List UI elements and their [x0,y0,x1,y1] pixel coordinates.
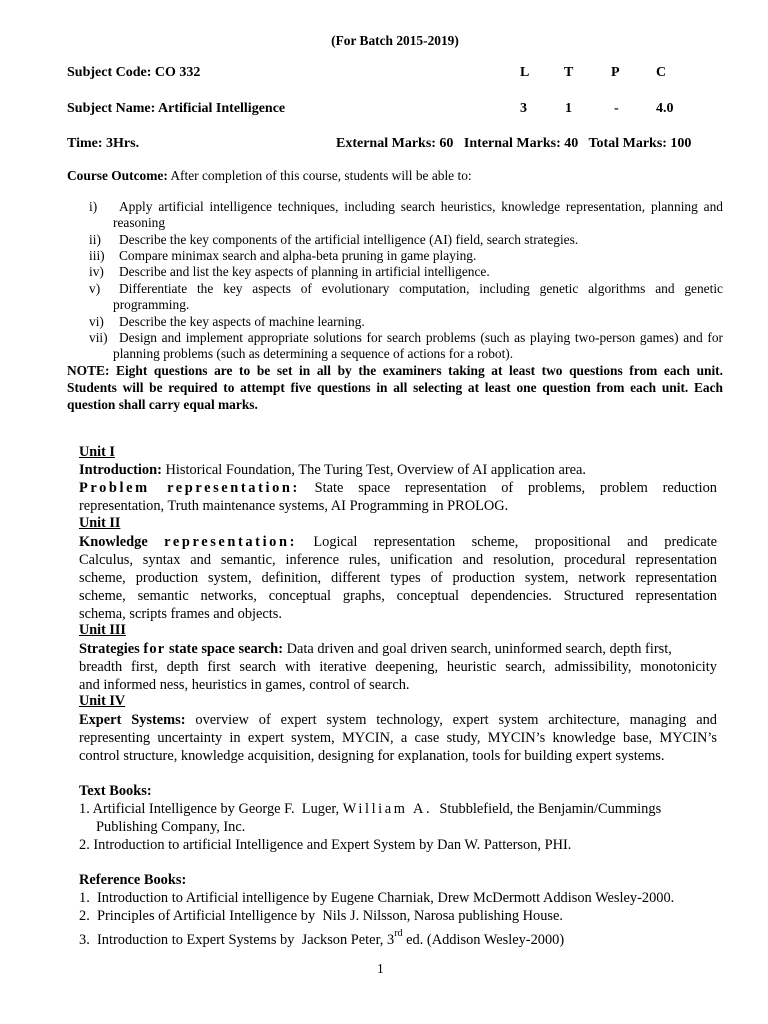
representation-label: representation: [164,534,297,550]
outcome-item [89,198,723,215]
unit-3-strategies [79,640,672,658]
problem-representation-text: State space representation of problems, problem reduction [314,480,717,496]
ltpc-p-value: - [614,101,619,116]
outcome-text: Differentiate the key aspects of evolutionary computation, including genetic algorithms and genetic [119,281,723,296]
ltpc-c-value: 4.0 [656,101,674,116]
outcome-text: Describe the key aspects of machine learning. [119,314,365,329]
page-number: 1 [377,961,384,976]
text-books-heading: Text Books: [79,783,152,799]
outcome-text-continued: reasoning [113,215,166,230]
unit-2-text-line: scheme, production system, definition, different types of production system, network representation [79,570,717,586]
text-book-text: 1. Artificial Intelligence by George F. Luger, [79,801,343,817]
note-line: question shall carry equal marks. [67,397,258,412]
outcome-text: Design and implement appropriate solutions for search problems (such as playing two-person games) and for [119,330,723,345]
unit-4-text-line: representing uncertainty in expert system, MYCIN, a case study, MYCIN’s knowledge base, MYCIN’s [79,730,717,746]
unit-4-title: Unit IV [79,693,126,709]
text-book-text: Stubblefield, the Benjamin/Cummings [432,801,662,817]
reference-book-item: 2. Principles of Artificial Intelligence by Nils J. Nilsson, Narosa publishing House. [79,908,564,924]
ltpc-t-header: T [564,65,574,80]
unit-2-text-line: schema, scripts frames and objects. [79,606,283,622]
unit-2-text-line: scheme, semantic networks, conceptual graphs, conceptual dependencies. Structured representation [79,588,717,604]
introduction-text: Historical Foundation, The Turing Test, Overview of AI application area. [161,462,587,478]
reference-book-text: ed. (Addison Wesley-2000) [402,932,565,948]
time-duration: Time: 3Hrs. [67,136,140,151]
superscript: rd [394,928,403,940]
subject-name-label: Subject Name: [67,101,156,116]
unit-1-problem-representation [79,479,717,497]
ltpc-c-header: C [656,65,667,80]
batch-heading: (For Batch 2015-2019) [331,33,459,48]
knowledge-label: Knowledge [79,534,148,550]
note-line: NOTE: Eight questions are to be set in all by the examiners taking at least two questions from each unit. [67,363,723,378]
unit-4-text: overview of expert system technology, expert system architecture, managing and [195,712,717,728]
outcome-text: Apply artificial intelligence techniques, including search heuristics, knowledge representation, planning and [119,199,723,214]
reference-books-heading: Reference Books: [79,872,187,888]
strategies-label: Strategies [79,641,140,657]
outcome-number: iv) [89,264,104,279]
unit-4-expert-systems [79,711,717,729]
state-space-search-label: state space search: [168,641,283,657]
outcome-number: v) [89,281,101,296]
unit-3-text: Data driven and goal driven search, uninformed search, depth first, [286,641,672,657]
unit-1-text-continued: representation, Truth maintenance systems, AI Programming in PROLOG. [79,498,509,514]
subject-code [67,64,200,81]
text-book-item: 2. Introduction to artificial Intelligence and Expert System by Dan W. Patterson, PHI. [79,837,572,853]
outcome-text: Describe the key components of the artificial intelligence (AI) field, search strategies. [119,232,579,247]
outcome-text: Compare minimax search and alpha-beta pruning in game playing. [119,248,477,263]
outcome-number: iii) [89,248,105,263]
subject-name [67,100,285,117]
ltpc-l-value: 3 [520,101,527,116]
course-outcome [67,167,472,184]
unit-1-title: Unit I [79,444,115,460]
outcome-item [89,313,365,330]
outcome-item [89,247,476,264]
text-book-item [79,800,661,818]
unit-2-title: Unit II [79,515,121,531]
unit-1-introduction [79,461,586,479]
introduction-label: Introduction: [79,462,162,478]
outcome-text-continued: programming. [113,297,190,312]
expert-systems-label: Expert Systems: [79,712,186,728]
unit-3-text-line: breadth first, depth first search with iterative deepening, heuristic search, admissibility, monotonicity [79,659,717,675]
outcome-item [89,231,578,248]
unit-2-text-line: Calculus, syntax and semantic, inference rules, unification and resolution, procedural representation [79,552,717,568]
outcome-item [89,280,723,297]
problem-representation-label: Problem representation: [79,480,300,496]
outcome-item [89,329,723,346]
outcome-number: vii) [89,330,108,345]
subject-code-value: CO 332 [154,65,201,80]
outcome-number: vi) [89,314,104,329]
note-line: Students will be required to attempt five questions in all selecting at least one question from each unit. Each [67,380,723,395]
reference-book-item: 1. Introduction to Artificial intelligence by Eugene Charniak, Drew McDermott Addison Wesley-2000. [79,890,675,906]
outcome-item [89,263,490,280]
unit-2-text: Logical representation scheme, propositional and predicate [313,534,717,550]
unit-4-text-line: control structure, knowledge acquisition, designing for explanation, tools for building expert systems. [79,748,665,764]
subject-name-value: Artificial Intelligence [158,101,286,116]
unit-3-title: Unit III [79,622,126,638]
outcome-number: ii) [89,232,101,247]
outcome-number: i) [89,199,98,214]
ltpc-p-header: P [611,65,620,80]
course-outcome-text: After completion of this course, students will be able to: [167,168,472,183]
ltpc-t-value: 1 [565,101,572,116]
text-book-item-continued: Publishing Company, Inc. [96,819,246,835]
course-outcome-label: Course Outcome: [67,168,168,183]
marks-breakdown: External Marks: 60 Internal Marks: 40 Total Marks: 100 [336,136,692,151]
reference-book-text: 3. Introduction to Expert Systems by Jackson Peter, 3 [79,932,395,948]
unit-3-text-line: and informed ness, heuristics in games, control of search. [79,677,410,693]
for-label: for [143,641,166,657]
outcome-text: Describe and list the key aspects of planning in artificial intelligence. [119,264,490,279]
subject-code-label: Subject Code: [67,65,152,80]
text-book-author: William A. [342,801,433,817]
reference-book-item [79,928,565,949]
ltpc-l-header: L [520,65,530,80]
outcome-text-continued: planning problems (such as determining a sequence of actions for a robot). [113,346,514,361]
unit-2-knowledge-representation [79,533,717,551]
